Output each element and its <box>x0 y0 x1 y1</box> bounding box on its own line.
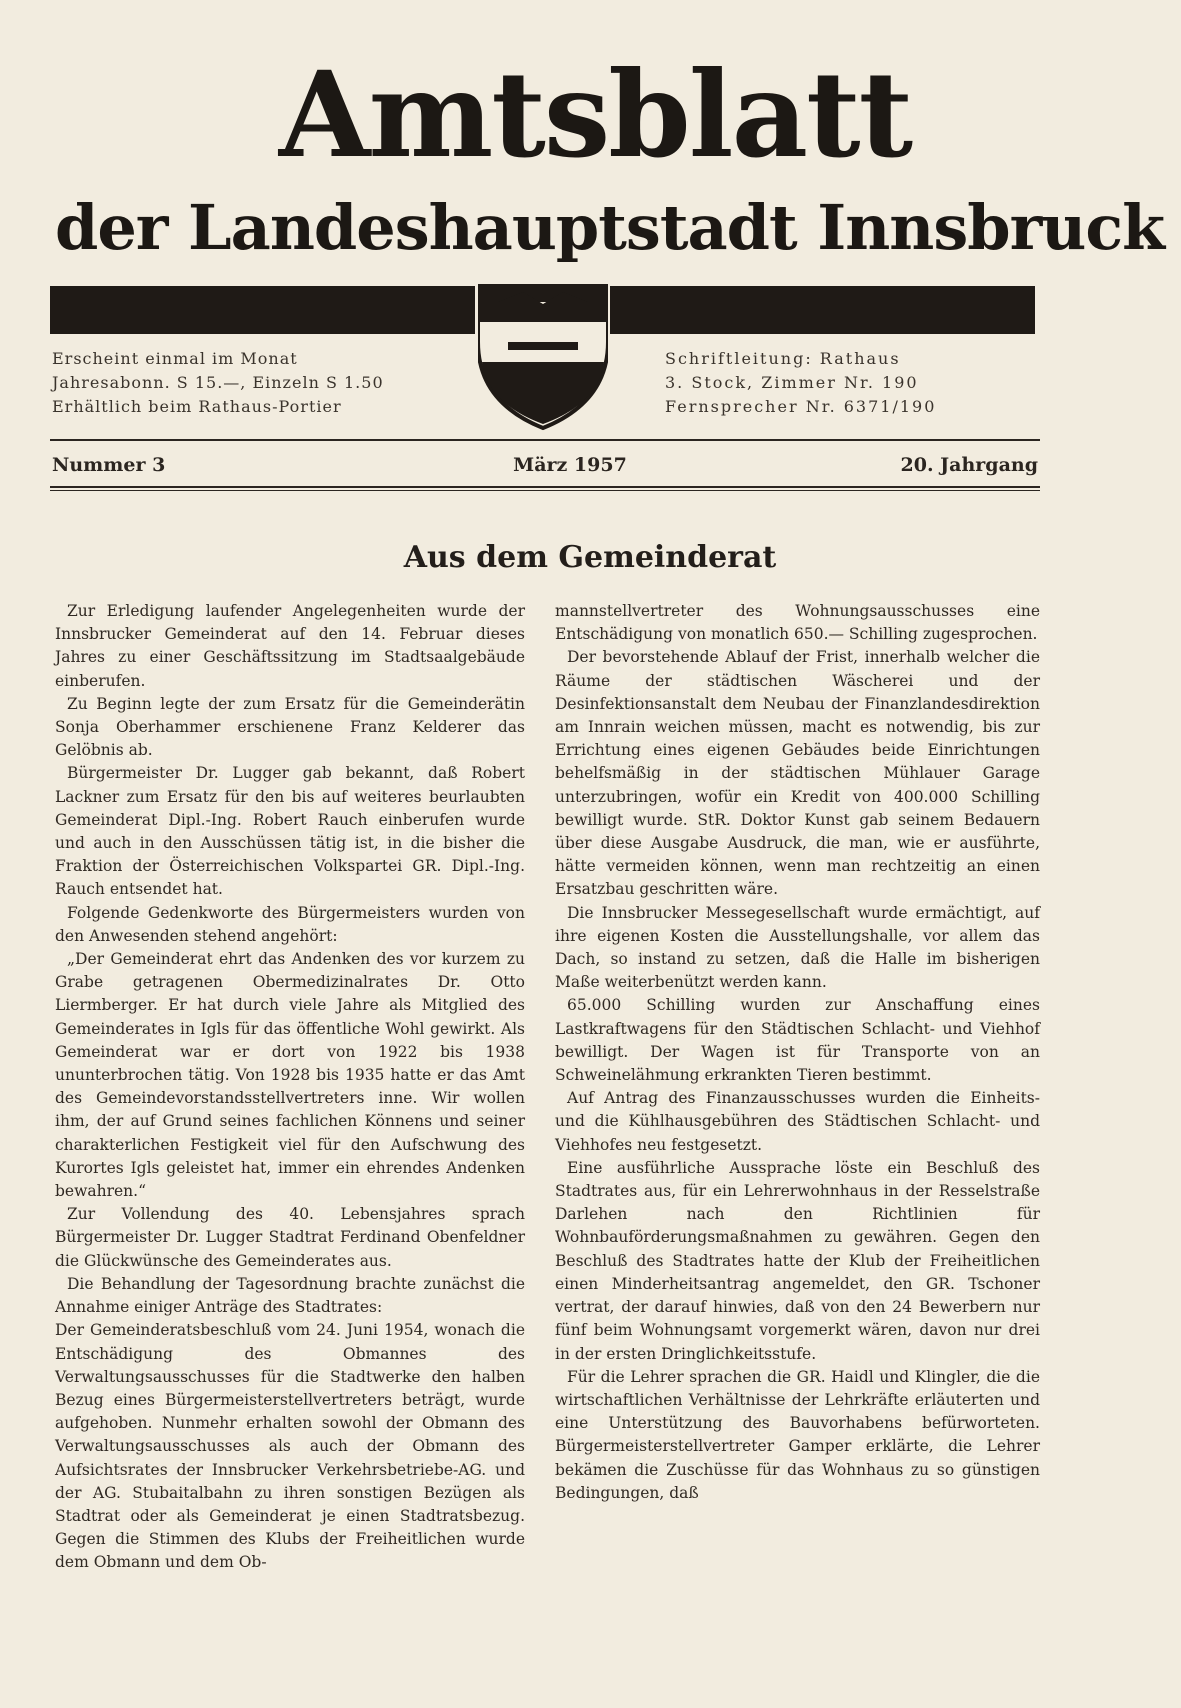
article-column-right <box>555 600 1040 1505</box>
masthead-subtitle: der Landeshauptstadt Innsbruck <box>55 191 1165 264</box>
article-paragraph: Bürgermeister Dr. Lugger gab bekannt, daß Robert Lackner zum Ersatz für den bis auf weiteres beurlaubten Gemeinderat Dipl.-Ing. Robert Rauch einberufen wurde und auch in den Ausschüssen tätig ist, in die bisher die Fraktion der Österreichischen Volkspartei GR. Dipl.-Ing. Rauch entsendet hat. <box>55 764 525 899</box>
article-paragraph: Für die Lehrer sprachen die GR. Haidl und Klingler, die die wirtschaftlichen Verhältnisse der Lehrkräfte erläuterten und eine Unterstützung des Bauvorhabens befürworteten. Bürgermeisterstellvertreter Gamper erklärte, die Lehrer bekämen die Zuschüsse für das Wohnhaus zu so günstigen Bedingungen, daß <box>555 1367 1040 1502</box>
article-paragraph: Zur Erledigung laufender Angelegenheiten wurde der Innsbrucker Gemeinderat auf den 14. Februar dieses Jahres zu einer Geschäftssitzung im Stadtsaalgebäude einberufen. <box>55 602 525 690</box>
divider <box>50 439 1040 441</box>
info-line: Fernsprecher Nr. 6371/190 <box>665 397 937 416</box>
article-paragraph: mannstellvertreter des Wohnungsausschusses eine Entschädigung von monatlich 650.— Schilling zugesprochen. <box>555 602 1040 644</box>
issue-date: März 1957 <box>513 454 627 476</box>
article-paragraph: „Der Gemeinderat ehrt das Andenken des vor kurzem zu Grabe getragenen Obermedizinalrates Dr. Otto Liermberger. Er hat durch viele Jahre als Mitglied des Gemeinderates in Igls für das öffentliche Wohl gewirkt. Als Gemeinderat war er dort von 1922 bis 1938 ununterbrochen tätig. Von 1928 bis 1935 hatte er das Amt des Gemeindevorstandsstellvertreters inne. Wir wollen ihm, der auf Grund seines fachlichen Könnens und seiner charakterlichen Festigkeit viel für den Aufschwung des Kurortes Igls geleistet hat, immer ein ehrendes Andenken bewahren.“ <box>55 950 525 1201</box>
editorial-info <box>665 347 936 419</box>
article-column-left <box>55 600 525 1575</box>
article-paragraph: Die Behandlung der Tagesordnung brachte zunächst die Annahme einiger Anträge des Stadtrates: <box>55 1274 525 1317</box>
masthead-bar-right <box>610 286 1035 334</box>
article-paragraph: Eine ausführliche Aussprache löste ein Beschluß des Stadtrates aus, für ein Lehrerwohnhaus in der Resselstraße Darlehen nach den Richtlinien für Wohnbauförderungsmaßnahmen zu gewähren. Gegen den Beschluß des Stadtrates hatte der Klub der Freiheitlichen einen Minderheitsantrag angemeldet, den GR. Tschoner vertrat, der darauf hinwies, daß von den 24 Bewerbern nur fünf beim Wohnungsamt vorgemerkt wären, davon nur drei in der ersten Dringlichkeitsstufe. <box>555 1158 1040 1363</box>
article-headline: Aus dem Gemeinderat <box>403 540 777 575</box>
article-paragraph: Die Innsbrucker Messegesellschaft wurde ermächtigt, auf ihre eigenen Kosten die Ausstellungshalle, vor allem das Dach, so instand zu setzen, daß die Halle im bisherigen Maße weiterbenützt werden kann. <box>555 903 1040 992</box>
masthead-bar-left <box>50 286 475 334</box>
info-line: 3. Stock, Zimmer Nr. 190 <box>665 373 919 392</box>
info-line: Erhältlich beim Rathaus-Portier <box>52 397 342 416</box>
masthead-title: Amtsblatt <box>278 45 912 184</box>
issue-volume: 20. Jahrgang <box>900 454 1038 476</box>
article-paragraph: Folgende Gedenkworte des Bürgermeisters wurden von den Anwesenden stehend angehört: <box>55 903 525 945</box>
article-paragraph: Zur Vollendung des 40. Lebensjahres sprach Bürgermeister Dr. Lugger Stadtrat Ferdinand Obenfeldner die Glückwünsche des Gemeinderates aus. <box>55 1205 525 1270</box>
divider <box>50 490 1040 491</box>
article-paragraph: Der bevorstehende Ablauf der Frist, innerhalb welcher die Räume der städtischen Wäscherei und der Desinfektionsanstalt dem Neubau der Finanzlandesdirektion am Innrain weichen müssen, macht es notwendig, bis zur Errichtung eines eigenen Gebäudes beide Einrichtungen behelfsmäßig in der städtischen Mühlauer Garage unterzubringen, wofür ein Kredit von 400.000 Schilling bewilligt wurde. StR. Doktor Kunst gab seinem Bedauern über diese Ausgabe Ausdruck, die man, wie er ausführte, hätte vermeiden können, wenn man rechtzeitig an einen Ersatzbau geschritten wäre. <box>555 648 1040 899</box>
issue-number: Nummer 3 <box>52 454 166 476</box>
info-line: Schriftleitung: Rathaus <box>665 349 901 368</box>
article-paragraph: Der Gemeinderatsbeschluß vom 24. Juni 1954, wonach die Entschädigung des Obmannes des Verwaltungsausschusses für die Stadtwerke den halben Bezug eines Bürgermeisterstellvertreters beträgt, wurde aufgehoben. Nunmehr erhalten sowohl der Obmann des Verwaltungsausschusses als auch der Obmann des Aufsichtsrates der Innsbrucker Verkehrsbetriebe-AG. und der AG. Stubaitalbahn zu ihren sonstigen Bezügen als Stadtrat oder als Gemeinderat je einen Stadtratsbezug. Gegen die Stimmen des Klubs der Freiheitlichen wurde dem Obmann und dem Ob- <box>55 1321 525 1572</box>
divider <box>50 486 1040 488</box>
coat-of-arms-icon <box>478 282 608 432</box>
article-paragraph: Auf Antrag des Finanzausschusses wurden die Einheits- und die Kühlhausgebühren des Städtischen Schlacht- und Viehhofes neu festgesetzt. <box>555 1089 1040 1154</box>
subscription-info <box>52 347 384 419</box>
info-line: Erscheint einmal im Monat <box>52 349 298 368</box>
info-line: Jahresabonn. S 15.—, Einzeln S 1.50 <box>52 373 384 392</box>
article-paragraph: Zu Beginn legte der zum Ersatz für die Gemeinderätin Sonja Oberhammer erschienene Franz Kelderer das Gelöbnis ab. <box>55 694 525 760</box>
article-paragraph: 65.000 Schilling wurden zur Anschaffung eines Lastkraftwagens für den Städtischen Schlacht- und Viehhof bewilligt. Der Wagen ist für Transporte von an Schweinelähmung erkrankten Tieren bestimmt. <box>555 996 1040 1085</box>
